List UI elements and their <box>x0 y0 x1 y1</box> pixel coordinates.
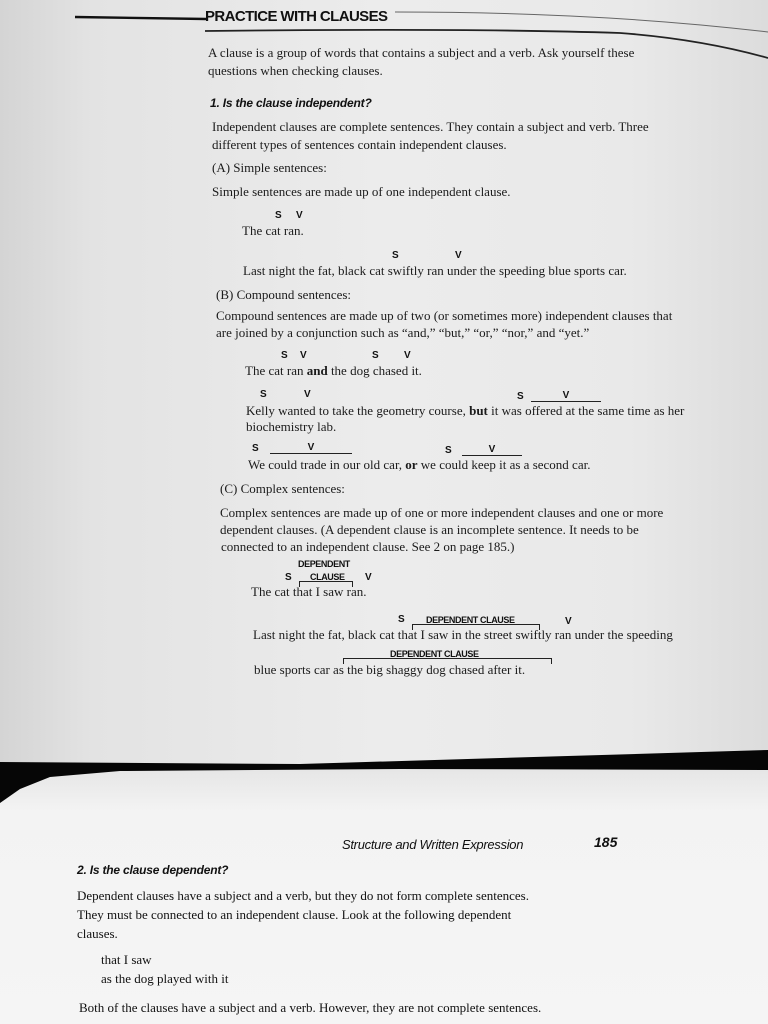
verb-marker: V <box>404 350 411 361</box>
dependent-clause-example: that I saw <box>101 952 152 967</box>
subject-marker: S <box>260 389 267 400</box>
subject-marker: S <box>392 250 399 261</box>
section-2-body-line: They must be connected to an independent clause. Look at the following dependent <box>77 907 512 922</box>
intro-line: A clause is a group of words that contains a subject and a verb. Ask yourself these <box>208 45 635 60</box>
simple-sentences-label: (A) Simple sentences: <box>212 160 327 175</box>
compound-sentences-label: (B) Compound sentences: <box>216 287 352 302</box>
clause-text: we could keep it as a second car. <box>420 457 591 472</box>
section-1-body-line: Independent clauses are complete sentences. They contain a subject and verb. Three <box>212 119 649 134</box>
section-1-body-line: different types of sentences contain independent clauses. <box>212 137 507 152</box>
compound-sentences-body: are joined by a conjunction such as “and,” “but,” “or,” “nor,” and “yet.” <box>216 325 590 340</box>
running-head: Structure and Written Expression <box>342 837 524 852</box>
subject-marker: S <box>281 350 288 361</box>
clause-text: The cat ran <box>245 363 304 378</box>
example-sentence: Last night the fat, black cat that I saw in the street swiftly ran under the speeding <box>253 627 673 642</box>
compound-sentences-body: Compound sentences are made up of two (or sometimes more) independent clauses that <box>216 308 673 323</box>
conjunction: and <box>306 363 328 378</box>
example-sentence: Last night the fat, black cat swiftly ran under the speeding blue sports car. <box>243 263 627 278</box>
verb-marker-underlined: V <box>462 445 522 456</box>
example-sentence: The cat ran. <box>242 223 304 238</box>
example-sentence-continued: blue sports car as the big shaggy dog chased after it. <box>254 662 526 677</box>
simple-sentences-body: Simple sentences are made up of one independent clause. <box>212 184 511 199</box>
verb-marker: V <box>300 350 307 361</box>
subject-marker: S <box>398 614 405 625</box>
subject-marker: S <box>252 443 259 454</box>
dependent-clause-example: as the dog played with it <box>101 971 229 986</box>
verb-marker-underlined: V <box>270 443 352 454</box>
example-sentence <box>245 363 422 379</box>
example-sentence: The cat that I saw ran. <box>251 584 367 599</box>
complex-sentences-label: (C) Complex sentences: <box>220 481 345 496</box>
intro-line: questions when checking clauses. <box>208 63 383 78</box>
verb-marker: V <box>565 616 572 627</box>
verb-marker: V <box>365 572 372 583</box>
complex-sentences-body: dependent clauses. (A dependent clause is an incomplete sentence. It needs to be <box>220 522 639 537</box>
subject-marker: S <box>445 445 452 456</box>
subject-marker: S <box>517 391 524 402</box>
dependent-clause-label: DEPENDENT <box>298 559 350 569</box>
clause-text: the dog chased it. <box>330 363 422 378</box>
section-2-body-line: Dependent clauses have a subject and a verb, but they do not form complete sentences. <box>77 888 529 903</box>
section-2-closing-line: Both of the clauses have a subject and a verb. However, they are not complete sentences. <box>79 1000 542 1015</box>
complex-sentences-body: connected to an independent clause. See 2 on page 185.) <box>221 539 515 554</box>
subject-marker: S <box>372 350 379 361</box>
verb-marker-underlined: V <box>531 391 601 402</box>
clause-text: it was offered at the same time as her <box>491 403 685 418</box>
subject-marker: S <box>285 572 292 583</box>
clause-text: We could trade in our old car, <box>248 457 403 472</box>
example-sentence-continued: biochemistry lab. <box>246 419 337 434</box>
verb-marker: V <box>455 250 462 261</box>
verb-marker: V <box>304 389 311 400</box>
section-1-heading: 1. Is the clause independent? <box>210 96 372 110</box>
example-sentence <box>246 403 684 419</box>
conjunction: but <box>469 403 488 418</box>
example-sentence <box>248 457 590 473</box>
dependent-clause-label: DEPENDENT CLAUSE <box>426 615 515 625</box>
complex-sentences-body: Complex sentences are made up of one or more independent clauses and one or more <box>220 505 664 520</box>
page-number: 185 <box>594 834 618 850</box>
verb-marker: V <box>296 210 303 221</box>
dependent-clause-label: DEPENDENT CLAUSE <box>390 649 479 659</box>
clause-text: Kelly wanted to take the geometry course, <box>246 403 466 418</box>
section-2-heading: 2. Is the clause dependent? <box>77 863 229 877</box>
section-2-body-line: clauses. <box>77 926 118 941</box>
dependent-clause-label: CLAUSE <box>310 572 345 582</box>
conjunction: or <box>405 457 418 472</box>
subject-marker: S <box>275 210 282 221</box>
page-title: PRACTICE WITH CLAUSES <box>205 8 388 25</box>
